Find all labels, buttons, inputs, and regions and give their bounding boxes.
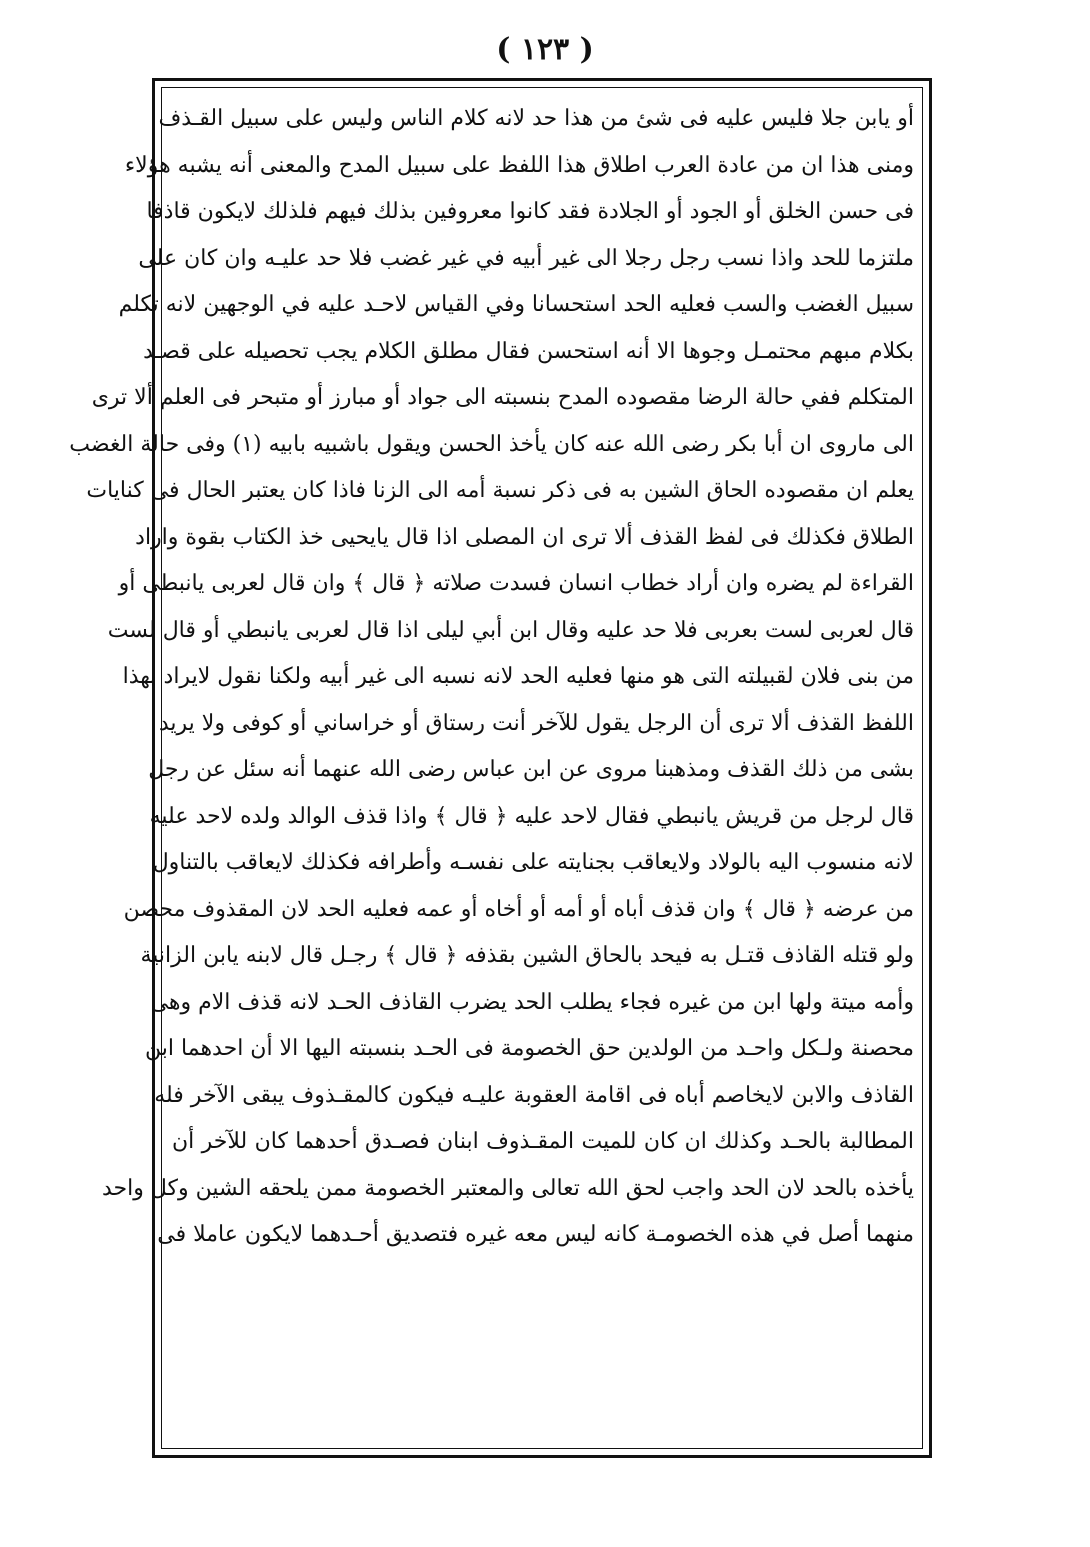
- text-line: يعلم ان مقصوده الحاق الشين به فى ذكر نسبة أمه الى الزنا فاذا كان يعتبر الحال فى كنايات: [86, 478, 914, 503]
- text-line: سبيل الغضب والسب فعليه الحد استحسانا وفي القياس لاحـد عليه في الوجهين لانه تكلم: [118, 292, 914, 317]
- text-line: المتكلم ففي حالة الرضا مقصوده المدح بنسبته الى جواد أو مبارز أو متبحر فى العلم ألا ترى: [91, 385, 914, 410]
- text-line: الى ماروى ان أبا بكر رضى الله عنه كان يأخذ الحسن ويقول باشبيه بابيه (١) وفى حالة الغضب: [69, 431, 914, 457]
- text-line: يأخذه بالحد لان الحد واجب لحق الله تعالى والمعتبر الخصومة ممن يلحقه الشين وكل واحد: [102, 1175, 914, 1201]
- page-number: ( ١٢٣ ): [496, 32, 594, 67]
- body-text: [69, 96, 914, 1446]
- text-line: بشى من ذلك القذف ومذهبنا مروى عن ابن عباس رضى الله عنهما أنه سئل عن رجل: [148, 757, 914, 782]
- text-line: الطلاق فكذلك فى لفظ القذف ألا ترى ان المصلى اذا قال يايحيى خذ الكتاب بقوة واراد: [135, 524, 914, 550]
- text-line: المطالبة بالحـد وكذلك ان كان للميت المقـذوف ابنان فصـدق أحدهما كان للآخر أن: [172, 1129, 914, 1154]
- text-line: القراءة لم يضره وان أراد خطاب انسان فسدت صلاته ﴿ قال ﴾ وان قال لعربى يانبطى أو: [118, 571, 914, 596]
- text-line: ملتزما للحد واذا نسب رجل رجلا الى غير أبيه في غير غضب فلا حد عليـه وان كان على: [138, 245, 914, 271]
- text-line: من عرضه ﴿ قال ﴾ وان قذف أباه أو أمه أو أخاه أو عمه فعليه الحد لان المقذوف محصن: [123, 896, 914, 922]
- text-line: قال لرجل من قريش يانبطي فقال لاحد عليه ﴿ قال ﴾ واذا قذف الوالد ولده لاحد عليه: [149, 803, 914, 829]
- text-line: وأمه ميتة ولها ابن من غيره فجاء يطلب الحد يضرب القاذف الحـد لانه قذف الام وهى: [150, 989, 914, 1015]
- text-line: اللفظ القذف ألا ترى أن الرجل يقول للآخر أنت رستاق أو خراساني أو كوفى ولا يريد: [158, 710, 914, 736]
- text-line: ومنى هذا ان من عادة العرب اطلاق هذا اللفظ على سبيل المدح والمعنى أنه يشبه هؤلاء: [124, 152, 914, 178]
- text-line: بكلام مبهم محتمـل وجوها الا أنه استحسن فقال مطلق الكلام يجب تحصيله على قصـد: [143, 338, 914, 364]
- text-line: القاذف والابن لايخاصم أباه فى اقامة العقوبة عليـه فيكون كالمقـذوف يبقى الآخر فله: [154, 1082, 914, 1108]
- text-line: قال لعربى لست بعربى فلا حد عليه وقال ابن أبي ليلى اذا قال لعربى يانبطي أو قال لست: [107, 617, 914, 643]
- text-line: محصنة ولـكل واحـد من الولدين حق الخصومة فى الحـد بنسبته اليها الا أن احدهما ابن: [145, 1036, 914, 1061]
- text-line: من بنى فلان لقبيلته التى هو منها فعليه الحد لانه نسبه الى غير أبيه ولكنا نقول لايراد بهذا: [122, 664, 914, 689]
- text-line: منهما أصل في هذه الخصومـة كانه ليس معه غيره فتصديق أحـدهما لايكون عاملا فى: [157, 1222, 914, 1247]
- text-line: أو يابن جلا فليس عليه فى شئ من هذا حد لانه كلام الناس وليس على سبيل القـذف: [158, 106, 914, 131]
- text-line: ولو قتله القاذف قتـل به فيحد بالحاق الشين بقذفه ﴿ قال ﴾ رجـل قال لابنه يابن الزانية: [140, 943, 914, 968]
- text-line: فى حسن الخلق أو الجود أو الجلادة فقد كانوا معروفين بذلك فيهم فلذلك لايكون قاذفا: [146, 199, 914, 224]
- text-line: لانه منسوب اليه بالولاد ولايعاقب بجنايته على نفسـه وأطرافه فكذلك لايعاقب بالتناول: [152, 850, 914, 875]
